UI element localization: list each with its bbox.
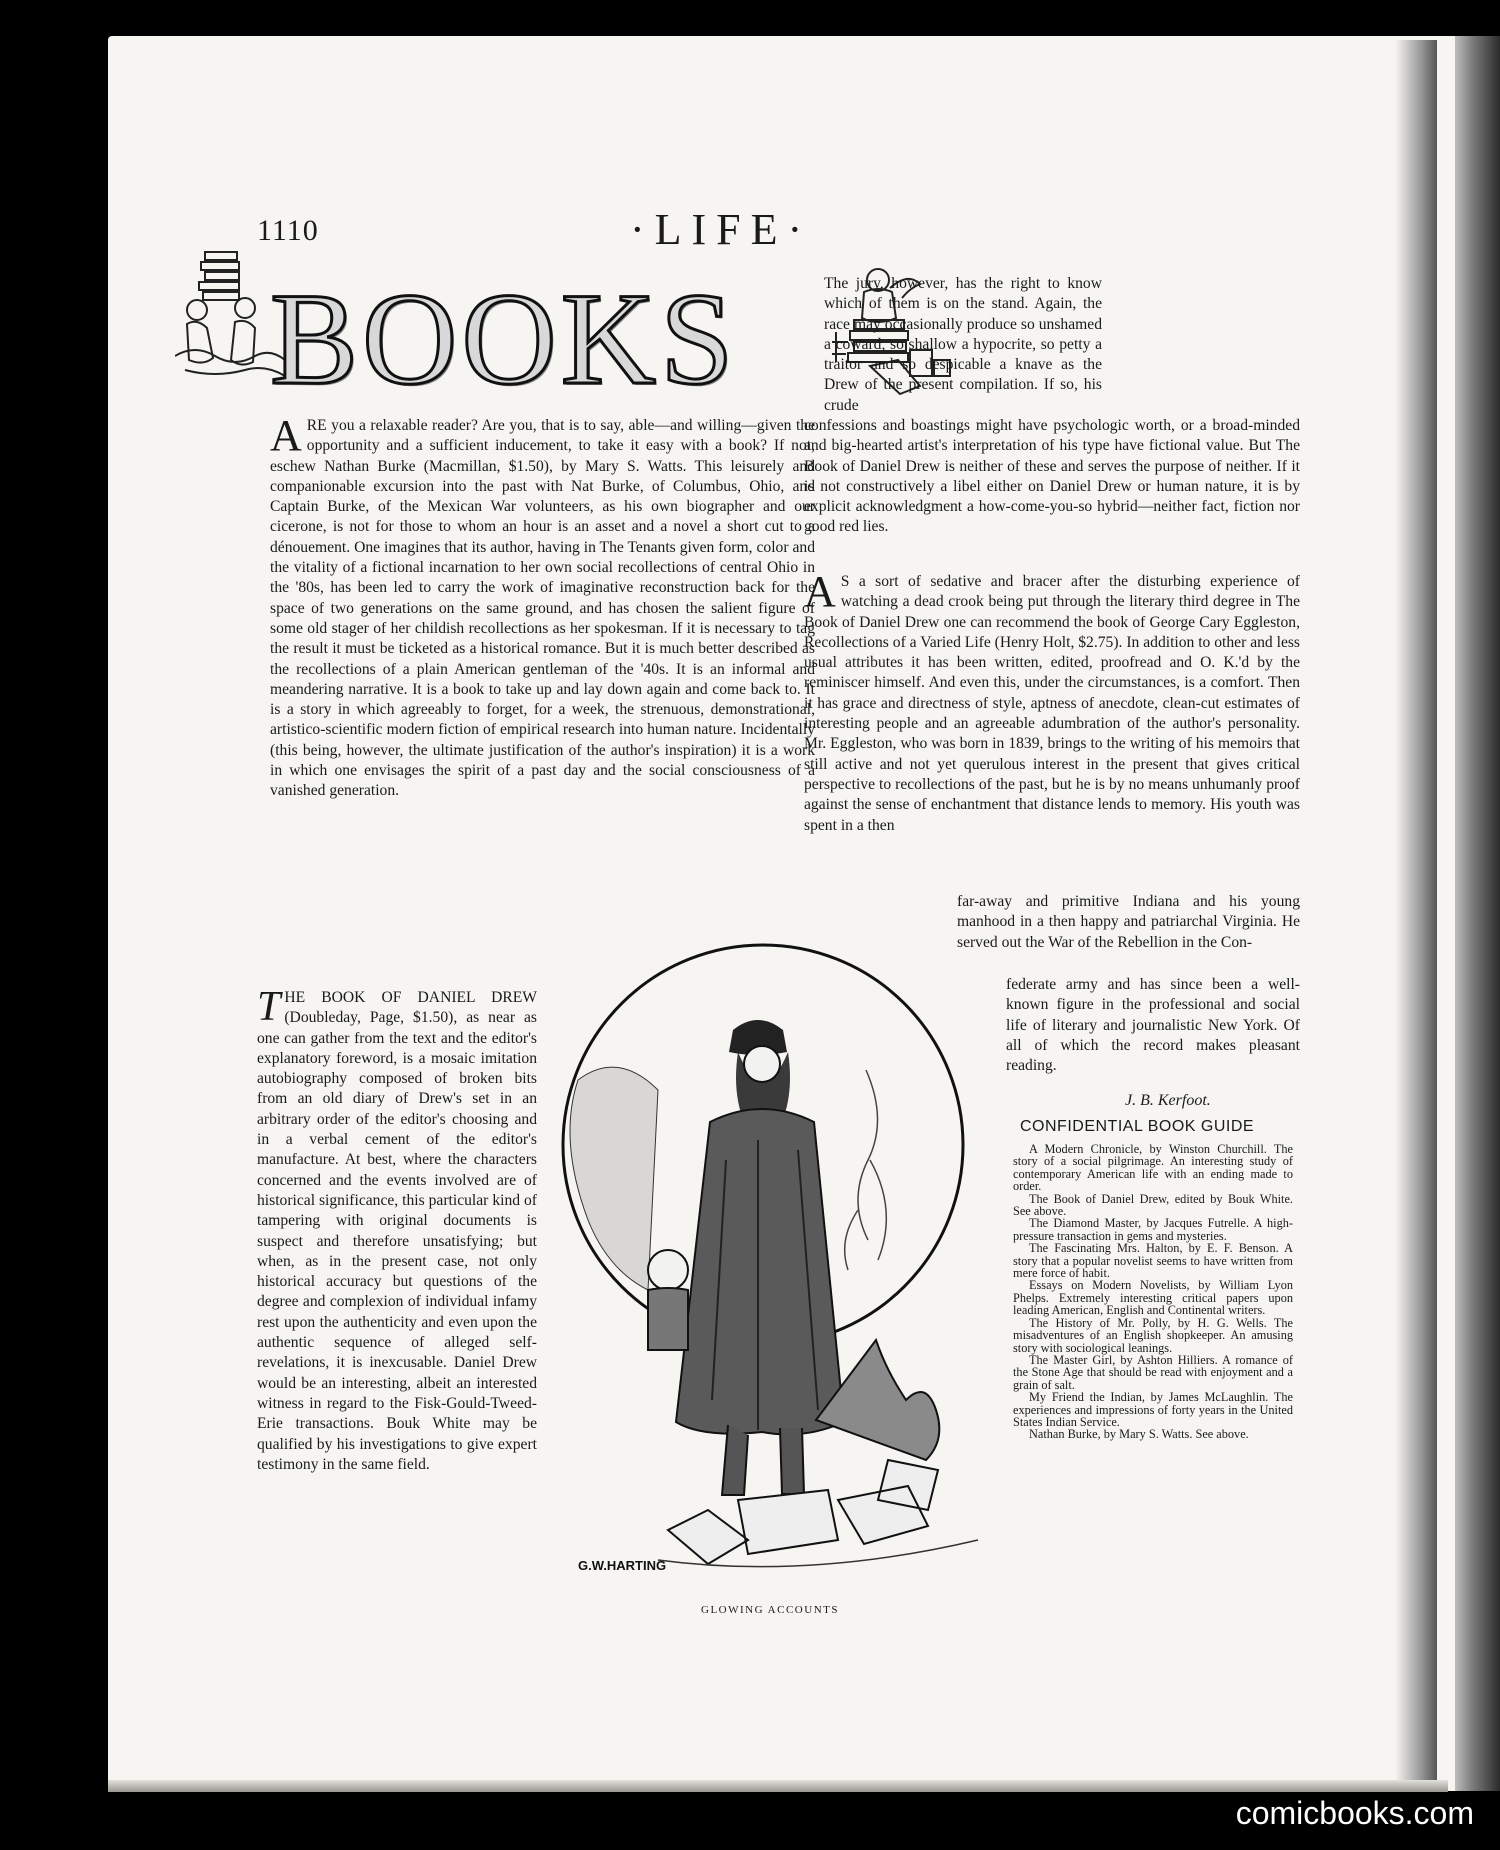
paragraph-confessions: confessions and boastings might have psychologic worth, or a broad-minded and big-hearted artist's interpretation of his type have fictional value. But The Book of Daniel Drew is neither of these and serves the purpose of neither. If it is not constructively a libel either on Daniel Drew or human nature, it is by explicit acknowledgment a how-come-you-so hybrid—neither fact, fiction nor good red lies.: [804, 417, 1300, 536]
page-gutter: [1395, 40, 1437, 1790]
guide-entry: Essays on Modern Novelists, by William Lyon Phelps. Extremely interesting critical papers upon leading American, English and Continental writers.: [1013, 1278, 1293, 1318]
author-signature: J. B. Kerfoot.: [1125, 1092, 1211, 1109]
guide-entry: The Diamond Master, by Jacques Futrelle. A high-pressure transaction in gems and mysteries.: [1013, 1216, 1293, 1243]
paragraph-daniel-drew: [257, 984, 537, 1475]
illustration-caption: GLOWING ACCOUNTS: [701, 1604, 839, 1616]
masthead: ·LIFE·: [630, 205, 813, 254]
page-edge: [1455, 36, 1500, 1791]
watermark-logo: comicbooks.com: [1235, 1795, 1474, 1831]
paragraph-eggleston-text: S a sort of sedative and bracer after the disturbing experience of watching a dead crook being put through the literary third degree in The Book of Daniel Drew one can recommend the book of George Cary Eggleston, Recollections of a Varied Life (Henry Holt, $2.75). In addition to other and less usual attributes it has been written, edited, proofread and O. K.'d by the reminiscer himself. And even this, under the circumstances, is a comfort. Then it has grace and directness of style, aptness of anecdote, clean-cut estimates of interesting people and an agreeable adumbration of the author's personality. Mr. Eggleston, who was born in 1839, brings to the writing of his memoirs that still active and not yet querulous interest in the present that gives critical perspective to recollections of the past, but he is by no means unhumanly proof against the sense of enchantment that distance lends to memory. His youth was spent in a then: [804, 573, 1300, 834]
drop-cap-a: A: [270, 411, 302, 460]
paragraph-nathan-burke-text: RE you a relaxable reader? Are you, that is to say, able—and willing—given the opportunity and a sufficient inducement, to take it easy with a book? If not, eschew Nathan Burke (Macmillan, $1.50), by Mary S. Watts. This leisurely and companionable excursion into the past with Nat Burke, of Columbus, Ohio, and Captain Burke, of the Mexican War volunteers, as his own biographer and our cicerone, is not for those to whom an hour is an asset and a novel a short cut to a dénouement. One imagines that its author, having in The Tenants given form, color and the vitality of a fictional incarnation to her own social recollections of central Ohio in the '80s, has been led to carry the work of imaginative reconstruction back for the space of two generations on the same ground, and has chosen the salient figure of some old stager of her childish recollections as her spokesman. If it is necessary to tag the result it must be ticketed as a historical romance. But it is much better described as the recollections of a plain American gentleman of the '40s. It is an informal and meandering narrative. It is a book to take up and lay down again and come back to. It is a story in which agreeably to forget, for a week, the strenuous, demonstrational, artistico-scientific modern fiction of empirical research into human nature. Incidentally (this being, however, the ultimate justification of the author's inspiration) it is a work in which one envisages the spirit of a past day and the social consciousness of a vanished generation.: [270, 417, 815, 800]
guide-entry: The Fascinating Mrs. Halton, by E. F. Benson. A story that a popular novelist seems to have written from mere force of habit.: [1013, 1241, 1293, 1281]
drop-cap-a-second: A: [804, 567, 836, 616]
artist-signature: G.W.HARTING: [578, 1558, 667, 1573]
column-left-bottom: [257, 984, 537, 1475]
page-bottom-edge: [108, 1780, 1448, 1792]
books-section-title: BOOKS: [270, 265, 738, 412]
page-number: 1110: [257, 214, 319, 247]
guide-entry: The Master Girl, by Ashton Hilliers. A romance of the Stone Age that should be read with enjoyment and a grain of salt.: [1013, 1352, 1293, 1392]
guide-entry: A Modern Chronicle, by Winston Churchill. The story of a social pilgrimage. An interesting study of contemporary American life with an ending made to order.: [1013, 1142, 1293, 1194]
paragraph-confederate: federate army and has since been a well-known figure in the professional and social life of literary and journalistic New York. Of all of which the record makes pleasant reading.: [1006, 976, 1300, 1075]
guide-entry: Nathan Burke, by Mary S. Watts. See above.: [1029, 1427, 1249, 1442]
column-right-step2: [1006, 975, 1300, 1076]
guide-entry: My Friend the Indian, by James McLaughlin. The experiences and impressions of forty years in the United States Indian Service.: [1013, 1390, 1293, 1429]
paragraph-indiana: far-away and primitive Indiana and his young manhood in a then happy and patriarchal Virginia. He served out the War of the Rebellion in the Con-: [957, 893, 1300, 951]
cherub-books-left-illustration: [175, 246, 285, 388]
column-right-top-narrow: [824, 274, 1102, 416]
paragraph-eggleston: [804, 567, 1300, 836]
glowing-accounts-illustration: [548, 940, 988, 1590]
column-right-mid: [804, 567, 1300, 836]
column-right-top-wide: [804, 416, 1300, 538]
column-left-top: [270, 411, 815, 802]
guide-title: CONFIDENTIAL BOOK GUIDE: [1020, 1118, 1255, 1135]
guide-entry: The History of Mr. Polly, by H. G. Wells. The misadventures of an English shopkeeper. An amusing story with sociological leanings.: [1013, 1315, 1293, 1355]
paragraph-jury: The jury, however, has the right to know which of them is on the stand. Again, the race may occasionally produce so unshamed a coward, so shallow a hypocrite, so petty a traitor and so despicable a knave as the Drew of the present compilation. If so, his crude: [824, 275, 1102, 414]
guide-entry: The Book of Daniel Drew, edited by Bouk White. See above.: [1013, 1191, 1293, 1219]
paragraph-daniel-drew-text: HE BOOK OF DANIEL DREW (Doubleday, Page, $1.50), as near as one can gather from the text and the editor's explanatory foreword, is a mosaic imitation autobiography composed of broken bits from an old diary of Drew's set in an arbitrary order of the editor's choosing and in a verbal cement of the editor's manufacture. At best, where the characters concerned and the events involved are of historical significance, this particular kind of tampering with original documents is suspect and therefore unsatisfying; but when, as in the present case, not only historical accuracy but questions of the degree and complexion of individual infamy rest upon the authenticity and even upon the authentic sequence of alleged self-revelations, it is inexcusable. Daniel Drew would be an interesting, albeit an interested witness in regard to the Fisk-Gould-Tweed-Erie transactions. Bouk White may be qualified by his investigations to give expert testimony in the same field.: [257, 989, 537, 1473]
column-right-step1: [957, 892, 1300, 953]
book-guide-list: [1013, 1143, 1293, 1441]
paragraph-nathan-burke: [270, 411, 815, 802]
drop-cap-t: T: [257, 984, 281, 1030]
